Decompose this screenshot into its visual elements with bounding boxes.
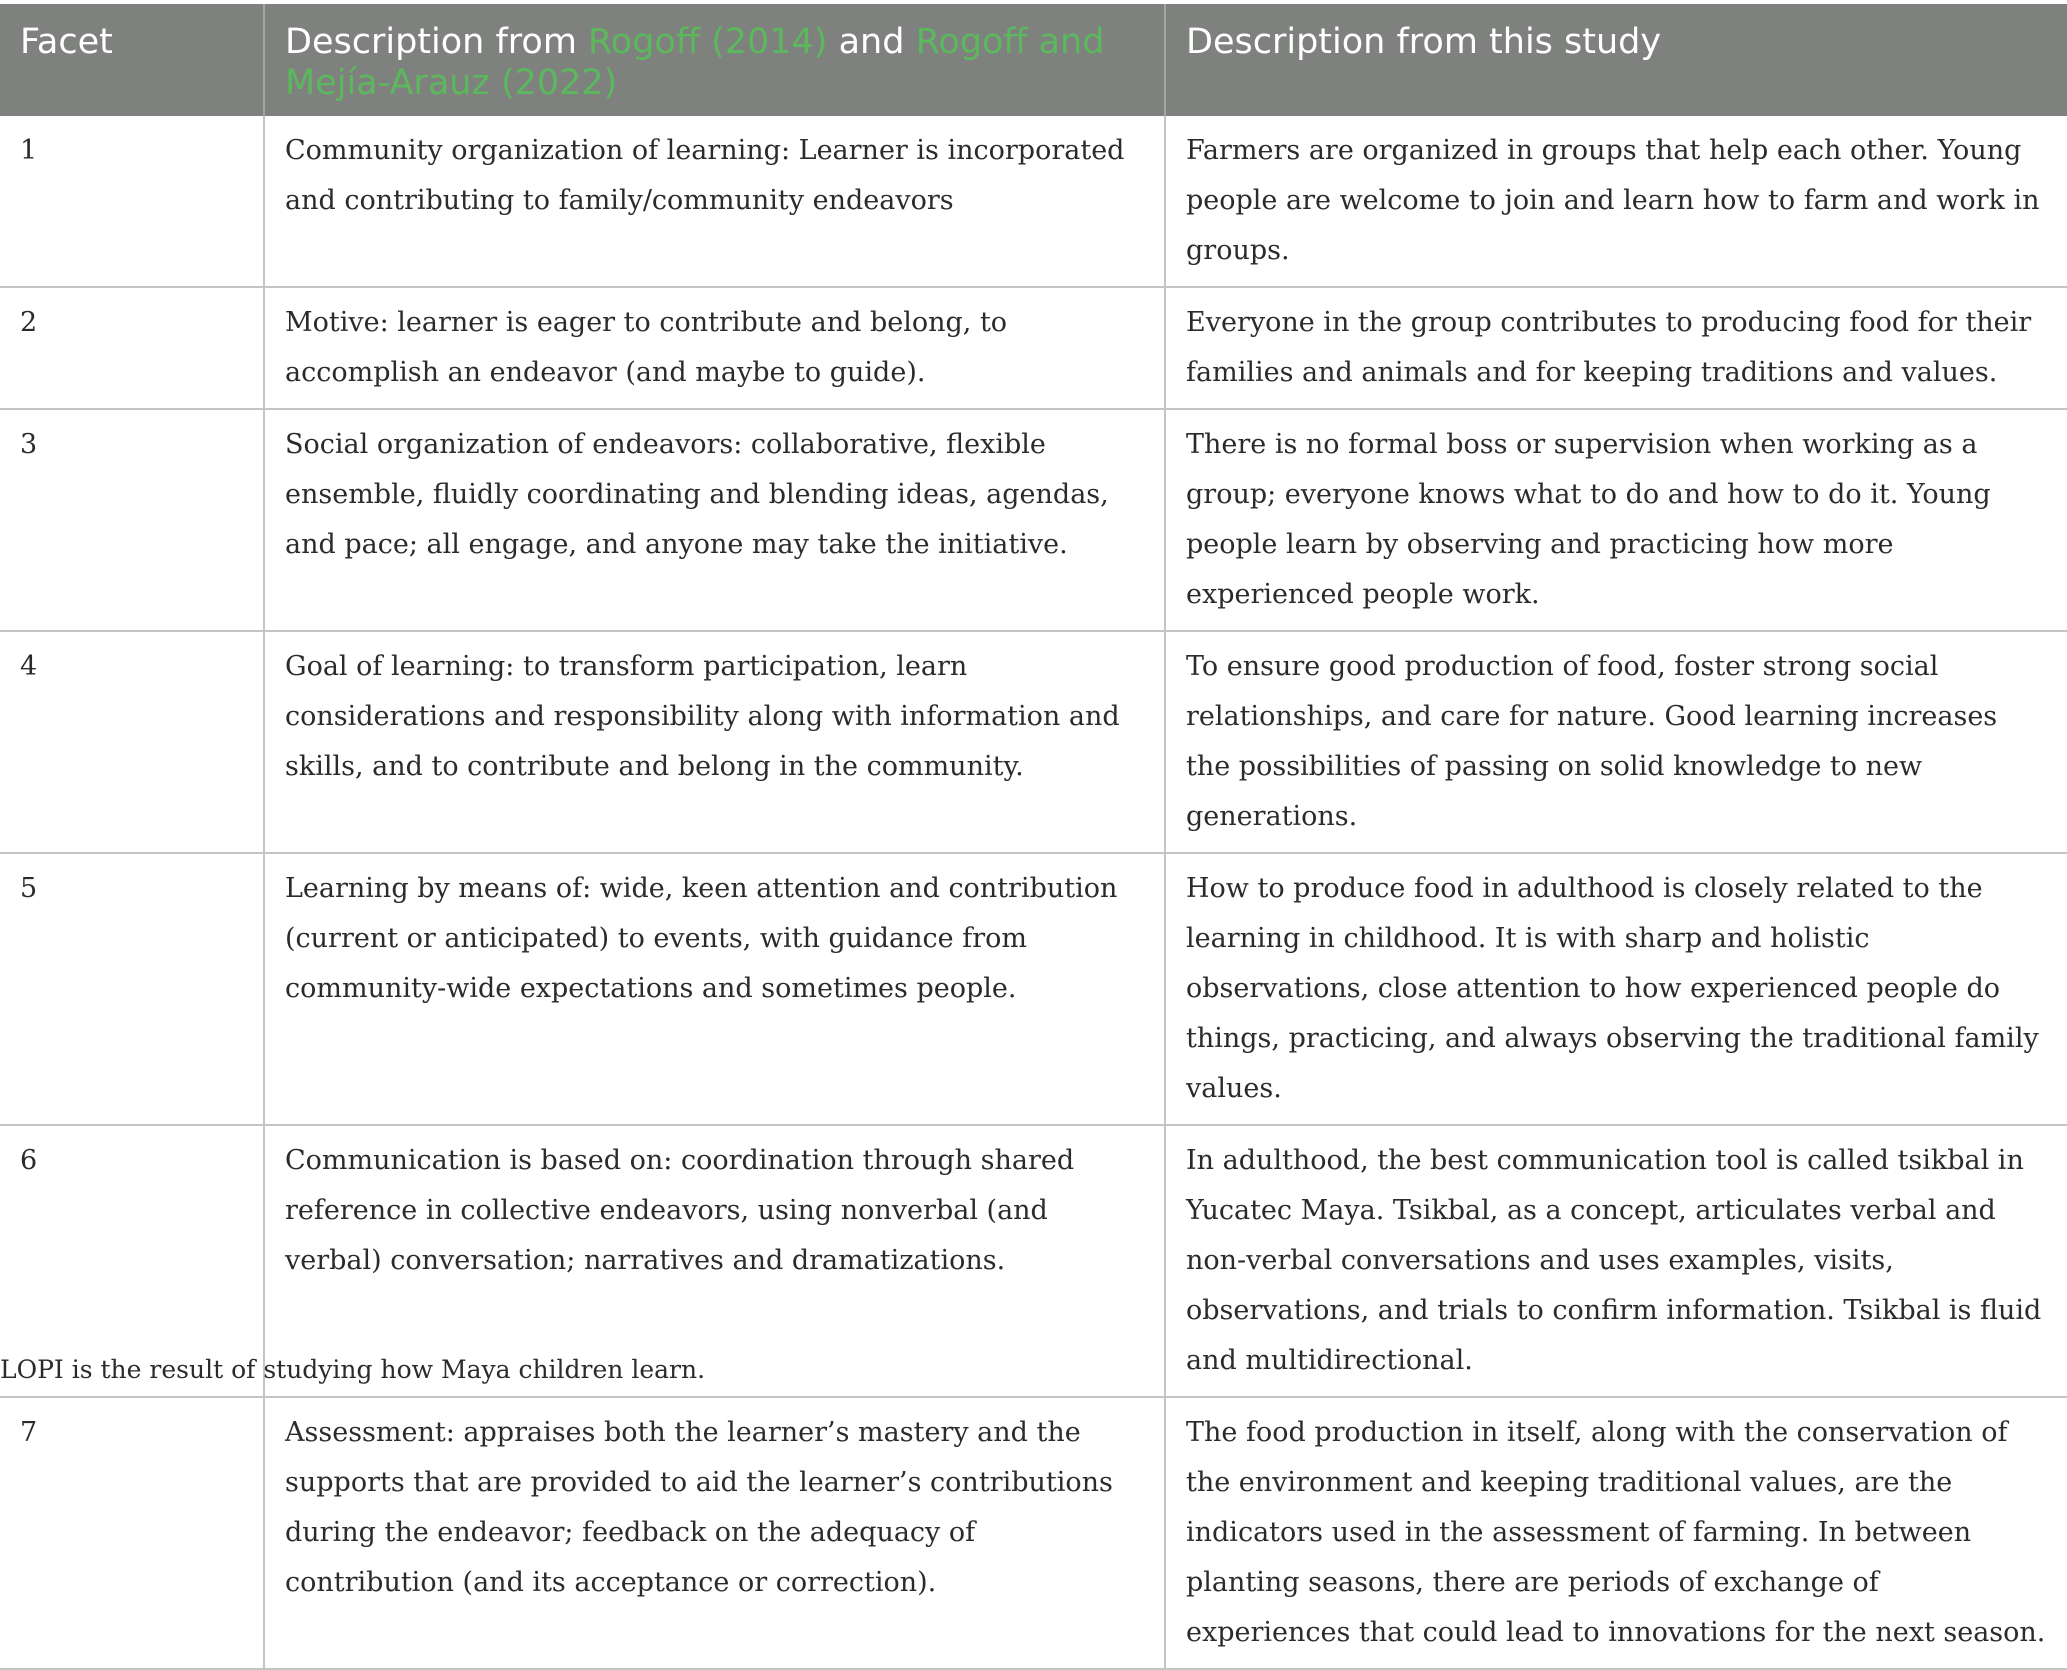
header-facet: Facet: [0, 4, 264, 116]
table-footnote: LOPI is the result of studying how Maya children learn.: [0, 1355, 706, 1384]
study-description: There is no formal boss or supervision when working as a group; everyone knows what to do and how to do it. Young people learn by observing and practicing how more experienced people work.: [1165, 409, 2067, 631]
study-description: To ensure good production of food, foster strong social relationships, and care for nature. Good learning increases the possibilities of passing on solid knowledge to new generations.: [1165, 631, 2067, 853]
table-row: [0, 1397, 2067, 1669]
rogoff-description: Goal of learning: to transform participation, learn considerations and responsibility along with information and skills, and to contribute and belong in the community.: [264, 631, 1165, 853]
reference-link-rogoff-mejia-arauz-2022[interactable]: Rogoff and Mejía-Arauz (2022): [285, 22, 1105, 103]
facet-number: 4: [0, 631, 264, 853]
table-row: [0, 631, 2067, 853]
rogoff-description: Learning by means of: wide, keen attention and contribution (current or anticipated) to events, with guidance from community-wide expectations and sometimes people.: [264, 853, 1165, 1125]
table-body: [0, 116, 2067, 1669]
reference-link-rogoff-2014[interactable]: Rogoff (2014): [588, 22, 828, 62]
header-rogoff-description: [264, 4, 1165, 116]
facet-number: 1: [0, 116, 264, 287]
rogoff-description: Community organization of learning: Learner is incorporated and contributing to family/community endeavors: [264, 116, 1165, 287]
rogoff-description: Motive: learner is eager to contribute and belong, to accomplish an endeavor (and maybe to guide).: [264, 287, 1165, 409]
table-row: [0, 853, 2067, 1125]
header-desc-prefix: Description from: [285, 22, 589, 62]
table-row: [0, 409, 2067, 631]
rogoff-description: Communication is based on: coordination through shared reference in collective endeavors, using nonverbal (and verbal) conversation; narratives and dramatizations.: [264, 1125, 1165, 1397]
rogoff-description: Assessment: appraises both the learner’s mastery and the supports that are provided to aid the learner’s contributions during the endeavor; feedback on the adequacy of contribution (and its acceptance or correction).: [264, 1397, 1165, 1669]
table-row: [0, 287, 2067, 409]
study-description: The food production in itself, along with the conservation of the environment and keeping traditional values, are the indicators used in the assessment of farming. In between planting seasons, there are periods of exchange of experiences that could lead to innovations for the next season.: [1165, 1397, 2067, 1669]
facet-number: 3: [0, 409, 264, 631]
header-row: [0, 4, 2067, 116]
header-study-description: Description from this study: [1165, 4, 2067, 116]
lopi-facets-table: [0, 4, 2067, 1670]
facet-number: 2: [0, 287, 264, 409]
table-container: [0, 4, 2067, 1670]
header-conjunction: and: [827, 22, 916, 62]
rogoff-description: Social organization of endeavors: collaborative, flexible ensemble, fluidly coordinating and blending ideas, agendas, and pace; all engage, and anyone may take the initiative.: [264, 409, 1165, 631]
facet-number: 6: [0, 1125, 264, 1397]
study-description: How to produce food in adulthood is closely related to the learning in childhood. It is with sharp and holistic observations, close attention to how experienced people do things, practicing, and always observing the traditional family values.: [1165, 853, 2067, 1125]
facet-number: 7: [0, 1397, 264, 1669]
table-header: [0, 4, 2067, 116]
study-description: In adulthood, the best communication tool is called tsikbal in Yucatec Maya. Tsikbal, as a concept, articulates verbal and non-verbal conversations and uses examples, visits, observations, and trials to confirm information. Tsikbal is fluid and multidirectional.: [1165, 1125, 2067, 1397]
study-description: Everyone in the group contributes to producing food for their families and animals and for keeping traditions and values.: [1165, 287, 2067, 409]
table-row: [0, 116, 2067, 287]
facet-number: 5: [0, 853, 264, 1125]
study-description: Farmers are organized in groups that help each other. Young people are welcome to join and learn how to farm and work in groups.: [1165, 116, 2067, 287]
